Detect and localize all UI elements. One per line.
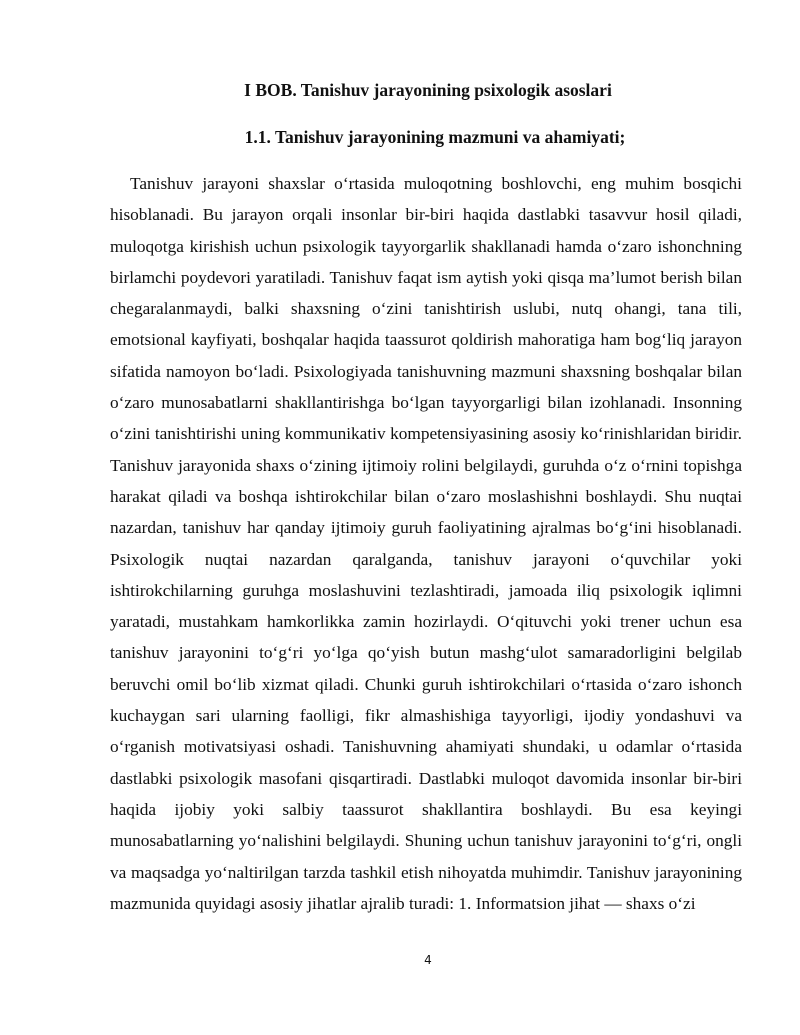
body-paragraph: Tanishuv jarayoni shaxslar o‘rtasida muloqotning boshlovchi, eng muhim bosqichi hisoblanadi. Bu jarayon orqali insonlar bir-biri haqida dastlabki tasavvur hosil qiladi, muloqotga kirishish uchun psixologik tayyorgarlik shakllanadi hamda o‘zaro ishonchning birlamchi poydevori yaratiladi. Tanishuv faqat ism aytish yoki qisqa ma’lumot berish bilan chegaralanmaydi, balki shaxsning o‘zini tanishtirish uslubi, nutq ohangi, tana tili, emotsional kayfiyati, boshqalar haqida taassurot qoldirish mahoratiga ham bog‘liq jarayon sifatida namoyon bo‘ladi. Psixologiyada tanishuvning mazmuni shaxsning boshqalar bilan o‘zaro munosabatlarni shakllantirishga bo‘lgan tayyorgarligi bilan izohlanadi. Insonning o‘zini tanishtirishi uning kommunikativ kompetensiyasining asosiy ko‘rinishlaridan biridir. Tanishuv jarayonida shaxs o‘zining ijtimoiy rolini belgilaydi, guruhda o‘z o‘rnini topishga harakat qiladi va boshqa ishtirokchilar bilan o‘zaro moslashishni boshlaydi. Shu nuqtai nazardan, tanishuv har qanday ijtimoiy guruh faoliyatining ajralmas bo‘g‘ini hisoblanadi. Psixologik nuqtai nazardan qaralganda, tanishuv jarayoni o‘quvchilar yoki ishtirokchilarning guruhga moslashuvini tezlashtiradi, jamoada iliq psixologik iqlimni yaratadi, mustahkam hamkorlikka zamin hozirlaydi. O‘qituvchi yoki trener uchun esa tanishuv jarayonini to‘g‘ri yo‘lga qo‘yish butun mashg‘ulot samaradorligini belgilab beruvchi omil bo‘lib xizmat qiladi. Chunki guruh ishtirokchilari o‘rtasida o‘zaro ishonch kuchaygan sari ularning faolligi, fikr almashishiga tayyorligi, ijodiy yondashuvi va o‘rganish motivatsiyasi oshadi. Tanishuvning ahamiyati shundaki, u odamlar o‘rtasida dastlabki psixologik masofani qisqartiradi. Dastlabki muloqot davomida insonlar bir-biri haqida ijobiy yoki salbiy taassurot shakllantira boshlaydi. Bu esa keyingi munosabatlarning yo‘nalishini belgilaydi. Shuning uchun tanishuv jarayonini to‘g‘ri, ongli va maqsadga yo‘naltirilgan tarzda tashkil etish nihoyatda muhimdir. Tanishuv jarayonining mazmunida quyidagi asosiy jihatlar ajralib turadi: 1. Informatsion jihat — shaxs o‘zi <box>110 174 742 913</box>
section-title: 1.1. Tanishuv jarayonining mazmuni va ahamiyati; <box>244 127 626 147</box>
page-number: 4 <box>424 953 432 967</box>
chapter-title: I BOB. Tanishuv jarayonining psixologik asoslari <box>244 80 612 100</box>
